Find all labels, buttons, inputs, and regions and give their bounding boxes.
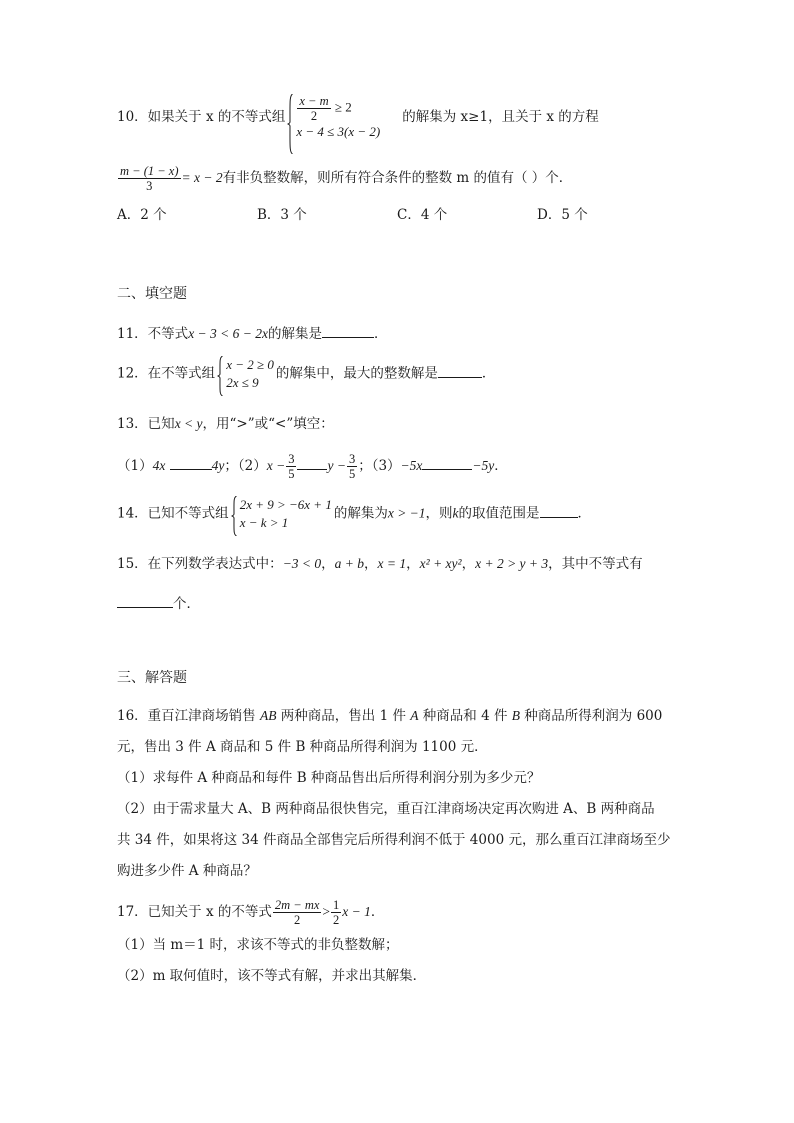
- q13-condition: x < y: [174, 416, 203, 431]
- q14-inequality-system: 2x + 9 > −6x + 1 x − k > 1: [231, 496, 332, 532]
- q10-inequality-system: [287, 94, 380, 141]
- q10-sys-frac-den: 2: [310, 109, 318, 123]
- q13-blank-1[interactable]: [170, 455, 212, 470]
- brace-icon: [287, 94, 293, 154]
- q13-fraction-2: $\frac{3}{5}$: [348, 452, 356, 481]
- q12-answer-blank[interactable]: [438, 363, 482, 378]
- q12: 12．在不等式组 x − 2 ≥ 0 2x ≤ 9 的解集中，最大的整数解是 ．: [117, 356, 495, 392]
- q10-mid: 的解集为 x≥1，且关于 x 的方程: [402, 109, 599, 125]
- q15-answer-blank[interactable]: [117, 593, 173, 608]
- q10-option-d: D．5 个: [537, 207, 588, 223]
- brace-icon: [231, 496, 237, 536]
- q10-option-c: C．4 个: [397, 207, 448, 223]
- q14-answer-blank[interactable]: [540, 503, 578, 518]
- q10-sys-rel: ≥ 2: [334, 99, 352, 115]
- q17-part2: （2）m 取何值时，该不等式有解，并求出其解集．: [117, 968, 427, 984]
- q16-part2-line2: 共 34 件，如果将这 34 件商品全部售完后所得利润不低于 4000 元，那么重百江津商场至少: [117, 832, 671, 848]
- q17-line1: 17．已知关于 x 的不等式 $\frac{2m - mx}{2}$ > $\frac{1}{2}$ x − 1．: [117, 898, 385, 927]
- q11-answer-blank[interactable]: [322, 323, 374, 338]
- section-heading-fill-blank: 二、填空题: [117, 286, 187, 302]
- q10-sys-frac-num: x − m: [299, 94, 329, 108]
- q17-fraction: $\frac{2m - mx}{2}$: [274, 898, 320, 927]
- q16-part2-line3: 购进多少件 A 种商品？: [117, 863, 257, 879]
- brace-icon: [217, 356, 223, 396]
- q10-line2: [117, 164, 572, 193]
- q16-line2: 元，售出 3 件 A 商品和 5 件 B 种商品所得利润为 1100 元．: [117, 739, 488, 755]
- q17-part1: （1）当 m＝1 时，求该不等式的非负整数解；: [117, 937, 399, 953]
- q10-option-a: A．2 个: [117, 207, 167, 223]
- q10-eq-rhs: = x − 2: [181, 170, 223, 185]
- q13-fraction-1: $\frac{3}{5}$: [288, 452, 295, 481]
- q13-blank-3[interactable]: [422, 455, 472, 470]
- q13-line1: 13．已知x < y，用“>”或“<”填空：: [117, 416, 334, 432]
- q12-inequality-system: x − 2 ≥ 0 2x ≤ 9: [217, 356, 274, 392]
- q15-line2: 个．: [117, 593, 200, 614]
- q14: 14．已知不等式组 2x + 9 > −6x + 1 x − k > 1 的解集为x > −1，则k的取值范围是 ．: [117, 496, 591, 532]
- q16-part1: （1）求每件 A 种商品和每件 B 种商品售出后所得利润分别为多少元？: [117, 770, 541, 786]
- q10-sys-row2: x − 4 ≤ 3(x − 2): [296, 124, 381, 139]
- q10-equation-fraction: $\frac{m - (1 - x)}{3}$: [120, 164, 179, 193]
- q11: 11．不等式x − 3 < 6 − 2x的解集是 ．: [117, 323, 388, 344]
- section-heading-answer: 三、解答题: [117, 670, 187, 686]
- q10-option-b: B．3 个: [257, 207, 307, 223]
- q15-line1: 15．在下列数学表达式中：−3 < 0，a + b，x = 1，x² + xy²，x + 2 > y + 3，其中不等式有: [117, 556, 643, 572]
- q16-line1: 16．重百江津商场销售 AB 两种商品，售出 1 件 A 种商品和 4 件 B 种商品所得利润为 600: [117, 708, 663, 724]
- q16-part2-line1: （2）由于需求量大 A、B 两种商品很快售完，重百江津商场决定再次购进 A、B 两种商品: [117, 801, 655, 817]
- q13-blank-2[interactable]: [297, 455, 327, 470]
- q10-prefix: 10．如果关于 x 的不等式组: [117, 109, 286, 125]
- q10-line1: [117, 94, 599, 141]
- q13-line2: （1）4x 4y；（2）x − $\frac{3}{5}$ y − $\frac{3}{5}$ ；（3）−5x −5y．: [117, 452, 508, 481]
- q17-half-fraction: $\frac{1}{2}$: [333, 898, 340, 927]
- q11-expression: x − 3 < 6 − 2x: [188, 326, 269, 341]
- q10-suffix: 有非负整数解，则所有符合条件的整数 m 的值有（ ）个．: [222, 170, 573, 186]
